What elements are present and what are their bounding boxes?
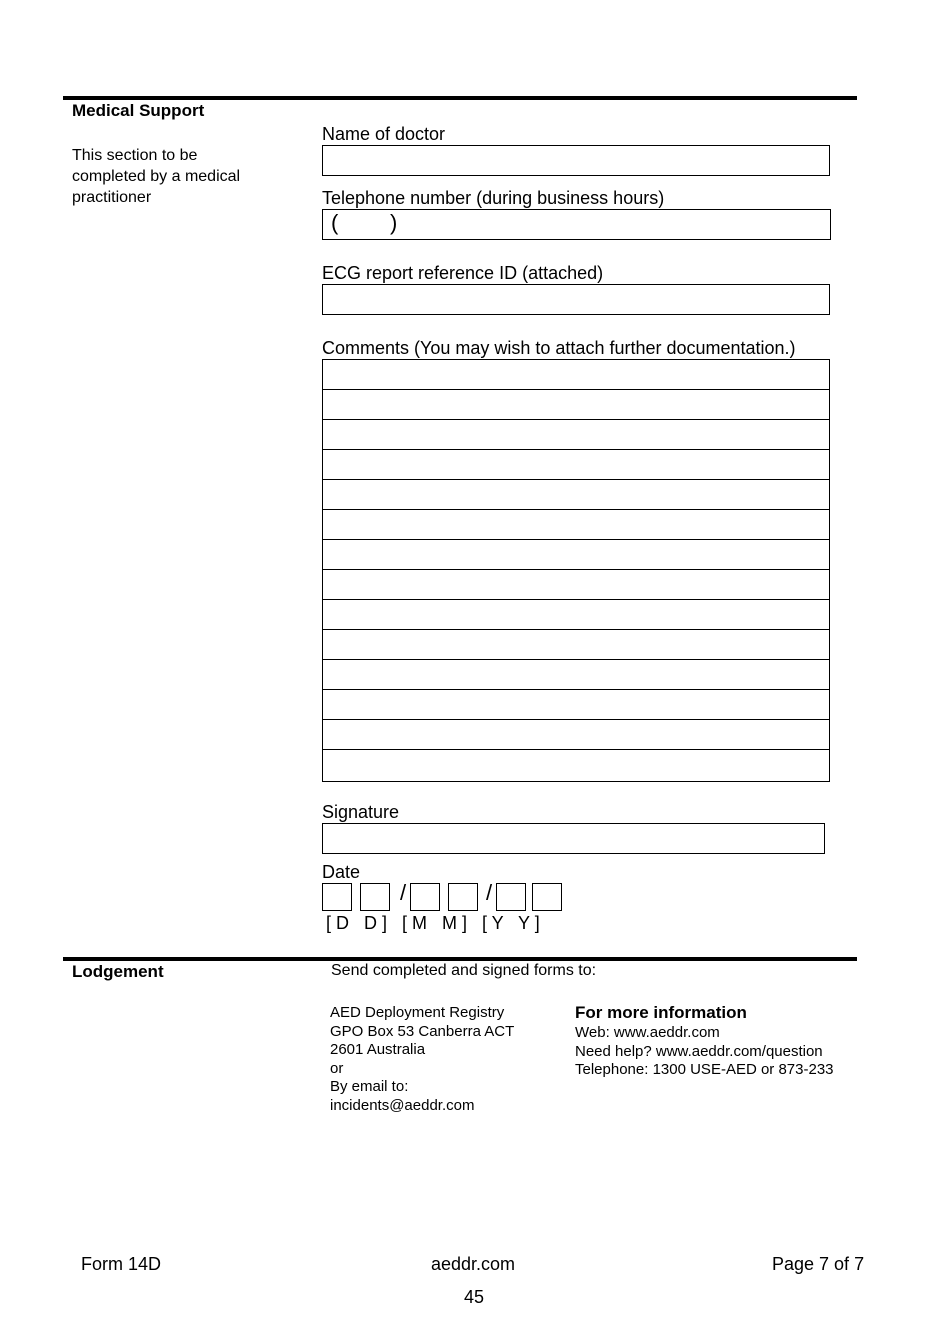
date-slash-2: / bbox=[486, 880, 493, 905]
date-month-2-box[interactable] bbox=[448, 883, 478, 911]
area-code-open-paren: ( bbox=[331, 210, 339, 235]
email-address[interactable]: incidents@aeddr.com bbox=[330, 1096, 475, 1114]
date-month-1-box[interactable] bbox=[410, 883, 440, 911]
more-info-telephone: Telephone: 1300 USE-AED or 873-233 bbox=[575, 1061, 834, 1078]
date-year-2-box[interactable] bbox=[532, 883, 562, 911]
more-info-web[interactable]: Web: www.aeddr.com bbox=[575, 1024, 720, 1041]
medical-support-note: This section to be completed by a medical practitioner bbox=[72, 147, 241, 206]
more-info-block bbox=[575, 1024, 834, 1080]
date-year-1-box[interactable] bbox=[496, 883, 526, 911]
more-info-help[interactable]: Need help? www.aeddr.com/question bbox=[575, 1042, 823, 1060]
date-day-1-box[interactable] bbox=[322, 883, 352, 911]
date-label: Date bbox=[322, 862, 361, 882]
address-block bbox=[330, 1004, 514, 1115]
comment-line[interactable] bbox=[323, 750, 829, 780]
telephone-label: Telephone number (during business hours) bbox=[322, 188, 665, 208]
comment-line[interactable] bbox=[323, 510, 829, 540]
doctor-name-label: Name of doctor bbox=[322, 124, 446, 144]
ecg-field[interactable] bbox=[322, 284, 830, 315]
comment-line[interactable] bbox=[323, 480, 829, 510]
date-slash-1: / bbox=[400, 880, 407, 905]
lodgement-intro: Send completed and signed forms to: bbox=[331, 962, 597, 979]
footer-site: aeddr.com bbox=[431, 1254, 516, 1274]
doctor-name-field[interactable] bbox=[322, 145, 830, 176]
lodgement-title: Lodgement bbox=[72, 962, 164, 981]
ecg-label: ECG report reference ID (attached) bbox=[322, 263, 604, 283]
footer-form-id: Form 14D bbox=[81, 1254, 162, 1274]
comment-line[interactable] bbox=[323, 630, 829, 660]
comment-line[interactable] bbox=[323, 660, 829, 690]
medical-support-rule bbox=[63, 96, 857, 100]
comment-line[interactable] bbox=[323, 450, 829, 480]
comments-field[interactable] bbox=[322, 359, 830, 782]
footer-page-count: Page 7 of 7 bbox=[772, 1254, 865, 1274]
telephone-field[interactable] bbox=[322, 209, 831, 240]
medical-support-title: Medical Support bbox=[72, 101, 205, 120]
signature-label: Signature bbox=[322, 802, 400, 822]
lodgement-rule bbox=[63, 957, 857, 961]
area-code-close-paren: ) bbox=[390, 210, 398, 235]
address-line: GPO Box 53 Canberra ACT bbox=[330, 1022, 515, 1040]
address-line: or bbox=[330, 1059, 344, 1077]
date-format-hint: [ D D ] [ M M ] [ Y Y ] bbox=[326, 913, 540, 933]
comment-line[interactable] bbox=[323, 690, 829, 720]
comment-line[interactable] bbox=[323, 420, 829, 450]
comments-label: Comments (You may wish to attach further documentation.) bbox=[322, 338, 796, 358]
comment-line[interactable] bbox=[323, 570, 829, 600]
footer-page-number: 45 bbox=[464, 1287, 485, 1307]
comment-line[interactable] bbox=[323, 390, 829, 420]
comment-line[interactable] bbox=[323, 600, 829, 630]
comment-line[interactable] bbox=[323, 720, 829, 750]
address-line: 2601 Australia bbox=[330, 1041, 426, 1058]
address-line: AED Deployment Registry bbox=[330, 1004, 505, 1021]
signature-field[interactable] bbox=[322, 823, 825, 854]
date-day-2-box[interactable] bbox=[360, 883, 390, 911]
address-line: By email to: bbox=[330, 1078, 409, 1095]
more-info-title: For more information bbox=[575, 1003, 747, 1022]
comment-line[interactable] bbox=[323, 360, 829, 390]
comment-line[interactable] bbox=[323, 540, 829, 570]
